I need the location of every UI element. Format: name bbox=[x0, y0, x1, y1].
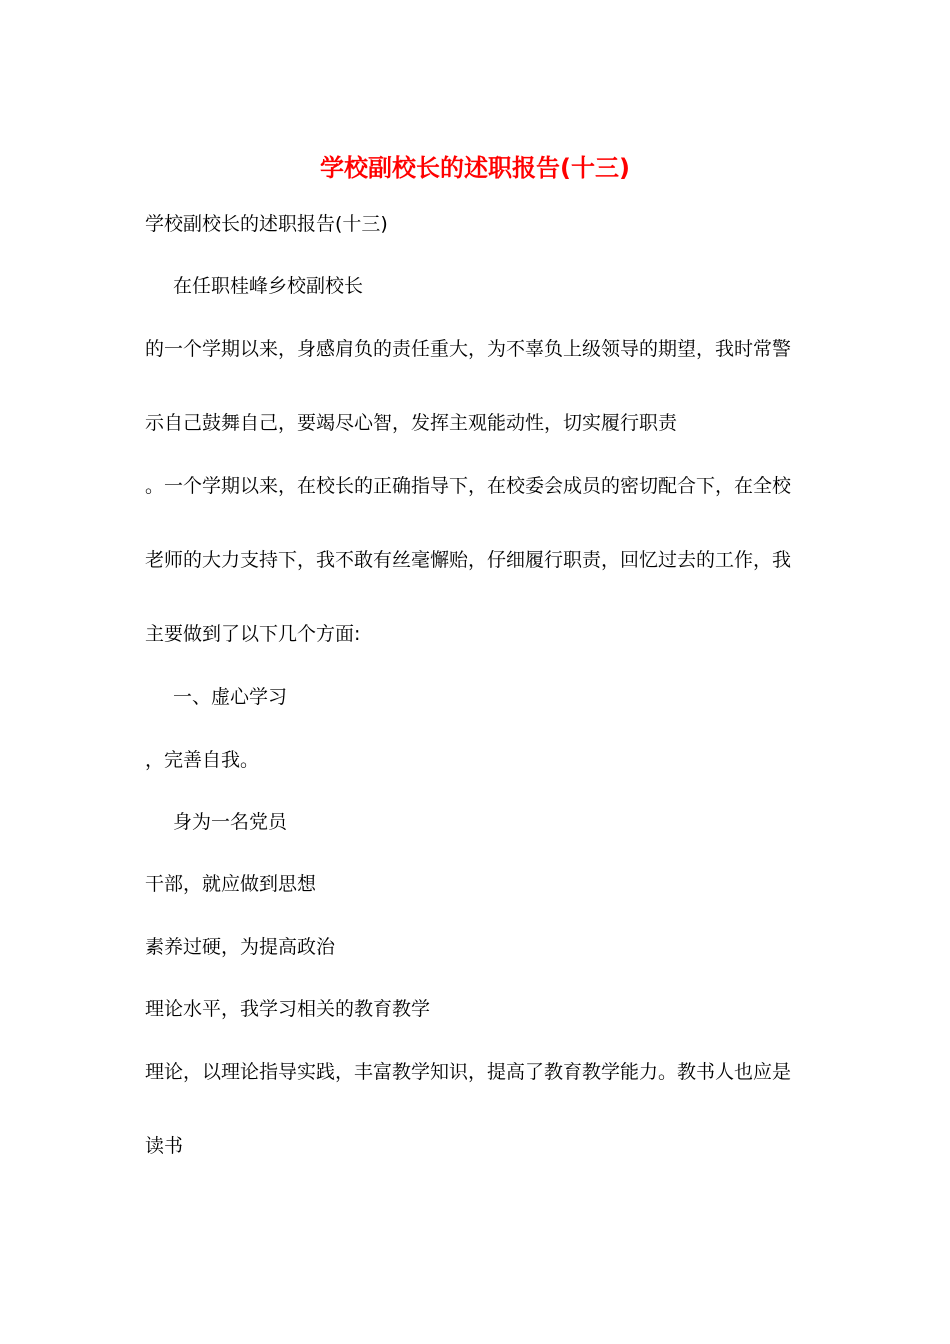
paragraph-line: 理论，以理论指导实践，丰富教学知识，提高了教育教学能力。教书人也应是 bbox=[145, 1061, 792, 1083]
subtitle-line: 学校副校长的述职报告(十三) bbox=[145, 213, 388, 235]
paragraph-line: 示自己鼓舞自己，要竭尽心智，发挥主观能动性，切实履行职责 bbox=[145, 412, 678, 434]
paragraph-line: 读书 bbox=[145, 1135, 184, 1157]
paragraph-line: 主要做到了以下几个方面: bbox=[145, 623, 361, 645]
paragraph-line: 在任职桂峰乡校副校长 bbox=[173, 275, 364, 297]
paragraph-line: 理论水平，我学习相关的教育教学 bbox=[145, 998, 431, 1020]
paragraph-line: 。一个学期以来，在校长的正确指导下，在校委会成员的密切配合下，在全校 bbox=[145, 475, 792, 497]
paragraph-line: 的一个学期以来，身感肩负的责任重大，为不辜负上级领导的期望，我时常警 bbox=[145, 338, 792, 360]
paragraph-line: ，完善自我。 bbox=[145, 749, 260, 771]
paragraph-line: 素养过硬，为提高政治 bbox=[145, 936, 336, 958]
section-heading: 一、虚心学习 bbox=[173, 686, 288, 708]
paragraph-line: 老师的大力支持下，我不敢有丝毫懈贻，仔细履行职责，回忆过去的工作，我 bbox=[145, 549, 792, 571]
document-title: 学校副校长的述职报告(十三) bbox=[320, 154, 630, 182]
paragraph-line: 干部，就应做到思想 bbox=[145, 873, 317, 895]
paragraph-line: 身为一名党员 bbox=[173, 811, 288, 833]
